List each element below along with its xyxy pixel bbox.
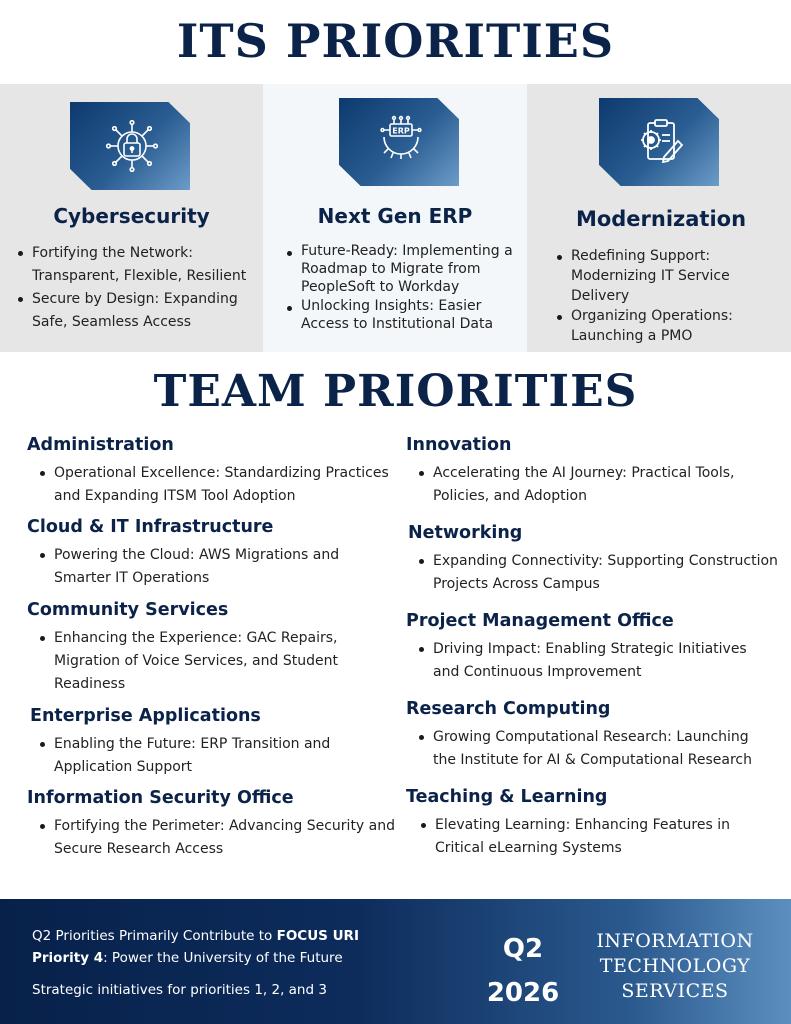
list-item: Driving Impact: Enabling Strategic Initiatives and Continuous Improvement [417, 638, 776, 684]
team-group-innovation [406, 435, 776, 508]
its-column-bullets [16, 242, 261, 334]
its-priorities-band [0, 84, 791, 352]
its-column-title: Cybersecurity [53, 204, 210, 228]
footer-focus-text: Q2 Priorities Primarily Contribute to FOCUS URI Priority 4: Power the University of the Future [32, 928, 359, 966]
team-group-enterprise-applications [30, 706, 400, 779]
team-name: Research Computing [406, 699, 611, 719]
list-item: Organizing Operations: Launching a PMO [555, 306, 785, 346]
list-item: Accelerating the AI Journey: Practical Tools, Policies, and Adoption [417, 462, 776, 508]
team-name: Project Management Office [406, 611, 674, 631]
list-item: Powering the Cloud: AWS Migrations and Smarter IT Operations [38, 544, 397, 590]
team-group-teaching-learning [406, 787, 776, 860]
its-column-bullets [285, 242, 525, 334]
cybersecurity-lock-icon [70, 102, 190, 190]
list-item: Growing Computational Research: Launching the Institute for AI & Computational Research [417, 726, 776, 772]
team-group-networking [408, 523, 778, 596]
list-item: Fortifying the Perimeter: Advancing Security and Secure Research Access [38, 815, 397, 861]
list-item: Enabling the Future: ERP Transition and Application Support [38, 733, 400, 779]
its-logo-wordmark: INFORMATION TECHNOLOGY SERVICES [596, 930, 754, 1002]
list-item: Expanding Connectivity: Supporting Construction Projects Across Campus [417, 550, 778, 596]
footer-banner [0, 899, 791, 1024]
team-name: Innovation [406, 435, 512, 455]
team-name: Networking [408, 523, 523, 543]
list-item: Unlocking Insights: Easier Access to Institutional Data [285, 297, 525, 333]
team-priorities-title: TEAM PRIORITIES [153, 366, 638, 417]
erp-gear-icon [339, 98, 459, 186]
team-name: Enterprise Applications [30, 706, 261, 726]
team-group-administration [27, 435, 397, 508]
its-column-title: Next Gen ERP [317, 204, 473, 228]
list-item: Secure by Design: Expanding Safe, Seamless Access [16, 288, 261, 334]
erp-icon-label: ERP [392, 126, 410, 136]
its-column-bullets [555, 246, 785, 346]
team-group-information-security-office [27, 788, 397, 861]
team-name: Teaching & Learning [406, 787, 608, 807]
list-item: Fortifying the Network: Transparent, Flexible, Resilient [16, 242, 261, 288]
page-title: ITS PRIORITIES [176, 14, 615, 68]
list-item: Enhancing the Experience: GAC Repairs, Migration of Voice Services, and Student Readiness [38, 627, 397, 696]
footer-strategic-text: Strategic initiatives for priorities 1, 2, and 3 [32, 982, 327, 998]
team-group-cloud-it-infrastructure [27, 517, 397, 590]
clipboard-gear-pencil-icon [599, 98, 719, 186]
team-group-research-computing [406, 699, 776, 772]
team-name: Cloud & IT Infrastructure [27, 517, 274, 537]
list-item: Elevating Learning: Enhancing Features in Critical eLearning Systems [419, 814, 776, 860]
its-column-title: Modernization [575, 207, 747, 231]
list-item: Redefining Support: Modernizing IT Service Delivery [555, 246, 785, 306]
team-group-community-services [27, 600, 397, 696]
team-name: Information Security Office [27, 788, 294, 808]
its-column-modernization [527, 84, 791, 352]
its-column-next-gen-erp [263, 84, 527, 352]
team-name: Administration [27, 435, 174, 455]
list-item: Operational Excellence: Standardizing Practices and Expanding ITSM Tool Adoption [38, 462, 397, 508]
team-group-project-management-office [406, 611, 776, 684]
list-item: Future-Ready: Implementing a Roadmap to Migrate from PeopleSoft to Workday [285, 242, 525, 296]
team-name: Community Services [27, 600, 229, 620]
its-column-cybersecurity [0, 84, 263, 352]
quarter-label: Q2 2026 [486, 934, 560, 1008]
